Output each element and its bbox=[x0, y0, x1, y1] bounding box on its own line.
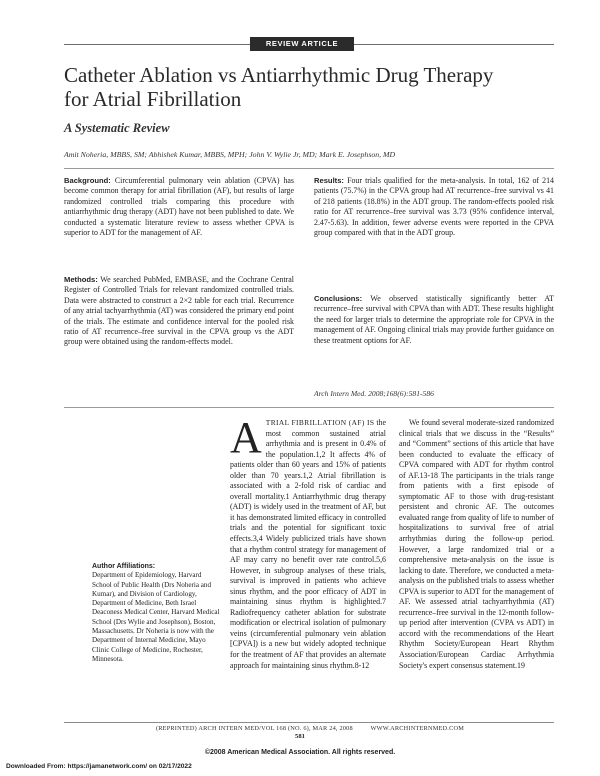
abstract-results bbox=[314, 176, 554, 238]
page-number: 581 bbox=[295, 733, 305, 740]
article-title bbox=[64, 63, 554, 111]
methods-intro-paragraph: We found several moderate-sized randomized clinical trials that we discuss in the “Results” and “Comment” sections of this article that have been conducted to evaluate the efficacy of CPVA compared with ADT for rhythm control of AF.13-18 The participants in the trials range from patients with a first episode of symptomatic AF to those with drug-resistant persistent and chronic AF. The outcomes evaluated range from quality of life to number of hospitalizations to survival free of atrial arrhythmias during the follow-up period. However, a large randomized trial or a comprehensive meta-analysis on the issue is lacking to date. Therefore, we conducted a meta-analysis on the published trials to assess whether CPVA is superior to ADT for the management of AF. We assessed atrial tachyarrhythmia (AT) recurrence–free survival in the 12-month follow-up period after intervention (CVPA vs ADT) in accord with the recommendations of the Heart Rhythm Society/European Heart Rhythm Association/European Cardiac Arrhythmia Society's expert consensus statement.19 bbox=[399, 418, 554, 670]
abstract-background-text: Circumferential pulmonary vein ablation (CPVA) has become common therapy for atrial fibrillation (AF), but results of large randomized controlled trials comparing this procedure with antiarrhythmic drug therapy (ADT) have not been published to date. We conducted a systematic literature review to assess whether CPVA is superior to ADT for the management of AF. bbox=[64, 176, 294, 238]
abstract-methods-head: Methods: bbox=[64, 275, 98, 284]
title-line-1: Catheter Ablation vs Antiarrhythmic Drug Therapy bbox=[64, 63, 494, 87]
author-affiliations bbox=[92, 562, 220, 664]
affiliations-text: Department of Epidemiology, Harvard School of Public Health (Drs Noheria and Kumar), and Division of Cardiology, Department of Medicine, Beth Israel Deaconess Medical Center, Harvard Medical School (Drs Wylie and Josephson), Boston, Massachusetts. Dr Noheria is now with the Department of Internal Medicine, Mayo Clinic College of Medicine, Rochester, Minnesota. bbox=[92, 571, 220, 663]
drop-cap: A bbox=[230, 413, 262, 462]
body-column-2 bbox=[230, 413, 386, 671]
abstract-conclusions-head: Conclusions: bbox=[314, 294, 363, 303]
article-subtitle: A Systematic Review bbox=[64, 121, 170, 135]
abstract-conclusions-text: We observed statistically significantly better AT recurrence–free survival with CPVA than with ADT. These results highlight the need for larger trials to determine the appropriate role for CPVA in the management of AF. Ongoing clinical trials may provide further guidance on these treatment options for AF. bbox=[314, 294, 554, 345]
reprint-line: (REPRINTED) ARCH INTERN MED/VOL 168 (NO. 6), MAR 24, 2008 WWW.ARCHINTERNMED.COM bbox=[155, 725, 465, 732]
abstract-background-head: Background: bbox=[64, 176, 111, 185]
lead-caps: TRIAL FIBRILLATION (AF) IS bbox=[265, 418, 375, 427]
footer-rule bbox=[64, 722, 554, 723]
affiliations-head: Author Affiliations: bbox=[92, 563, 156, 570]
abstract-results-text: Four trials qualified for the meta-analysis. In total, 162 of 214 patients (75.7%) in the CPVA group had AT recurrence–free survival vs 41 of 218 patients (18.8%) in the ADT group. The random-effects pooled risk ratio for AT recurrence–free survival was 3.73 (95% confidence interval, 2.47-5.63). In addition, fewer adverse events were reported in the CPVA group compared with that in the ADT group. bbox=[314, 176, 554, 238]
download-notice: Downloaded From: https://jamanetwork.com/ on 02/17/2022 bbox=[6, 763, 192, 770]
abstract-methods bbox=[64, 275, 294, 348]
abstract-top-rule bbox=[64, 168, 554, 169]
article-type-tag: REVIEW ARTICLE bbox=[250, 37, 354, 51]
abstract-conclusions bbox=[314, 294, 554, 346]
body-column-3 bbox=[399, 418, 554, 671]
abstract-methods-text: We searched PubMed, EMBASE, and the Cochrane Central Register of Controlled Trials for relevant randomized controlled trials. Data were abstracted to construct a 2×2 table for each trial. Recurrence of any atrial tachyarrhythmia (AT) was considered the primary end point of the trials. The estimate and confidence interval for the pooled risk ratio of AT recurrence–free survival in the CPVA group vs the ADT group were obtained using the random-effects model. bbox=[64, 275, 294, 347]
citation: Arch Intern Med. 2008;168(6):581-586 bbox=[314, 389, 434, 398]
author-list: Amit Noheria, MBBS, SM; Abhishek Kumar, MBBS, MPH; John V. Wylie Jr, MD; Mark E. Josephson, MD bbox=[64, 150, 396, 159]
abstract-bottom-rule bbox=[64, 407, 554, 408]
abstract-results-head: Results: bbox=[314, 176, 344, 185]
title-line-2: for Atrial Fibrillation bbox=[64, 87, 242, 111]
abstract-background bbox=[64, 176, 294, 238]
intro-paragraph: the most common sustained atrial arrhythmia and is present in 0.4% of the population.1,2 It affects 4% of patients older than 60 years and 15% of patients older than 70 years.1,2 Atrial fibrillation is associated with a 2-fold risk of cardiac and overall mortality.1 Antiarrhythmic drug therapy (ADT) is widely used in the treatment of AF, but it has demonstrated limited efficacy in controlled trials and the potential for significant toxic effects.3,4 Widely publicized trials have shown that a rhythm control strategy for management of AF may carry no benefit over rate control.5,6 However, in subgroup analyses of these trials, survival is improved in patients who achieve sinus rhythm, and the poor efficacy of ADT in maintaining sinus rhythm is highlighted.7 Radiofrequency catheter ablation for substrate modification or electrical isolation of pulmonary veins (circumferential pulmonary vein ablation [CPVA]) is a new but widely adopted technique for the treatment of AF that provides an alternate approach for maintaining sinus rhythm.8-12 bbox=[230, 418, 386, 670]
copyright-notice: ©2008 American Medical Association. All rights reserved. bbox=[204, 749, 396, 756]
